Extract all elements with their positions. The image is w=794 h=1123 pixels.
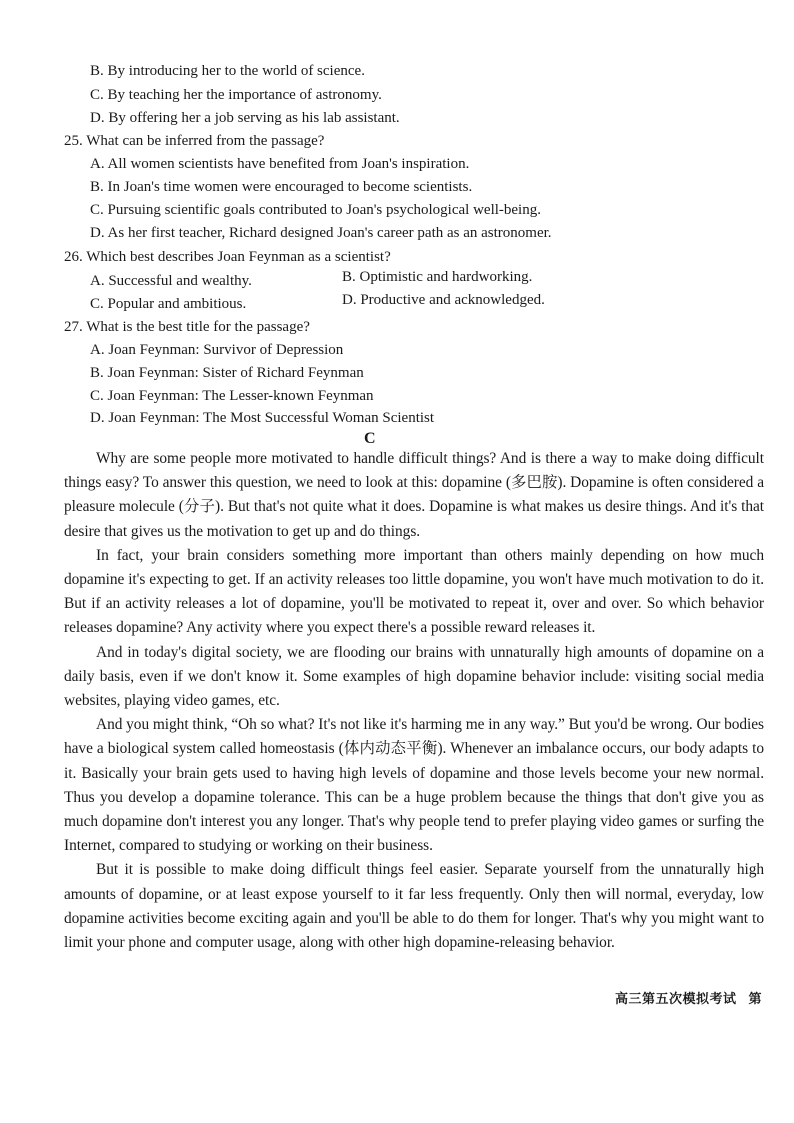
option-27-b — [90, 362, 364, 384]
option-text: Productive and acknowledged. — [360, 292, 545, 308]
question-text: What can be inferred from the passage? — [86, 133, 325, 149]
option-letter: D. — [90, 110, 105, 126]
option-text: Optimistic and hardworking. — [359, 269, 533, 285]
option-letter: C. — [90, 87, 104, 103]
passage-paragraph-4: And you might think, “Oh so what? It's not like it's harming me in any way.” But you'd be wrong. Our bodies have a biological system called homeostasis (体内动态平衡). Whenever an imbalance occurs, our body adapts to it. Basically your brain gets used to having high levels of dopamine and those levels become your new normal. Thus you develop a dopamine tolerance. This can be a huge problem because the things that don't give you as much dopamine don't interest you any longer. That's why people tend to prefer playing video games or surfing the Internet, compared to studying or working on their business. — [64, 716, 764, 855]
option-27-d — [90, 407, 434, 429]
exam-title: 高三第五次模拟考试 — [615, 992, 737, 1007]
option-text: Joan Feynman: Sister of Richard Feynman — [107, 365, 364, 381]
question-27-stem — [64, 316, 310, 338]
option-letter: B. — [90, 63, 104, 79]
option-letter: C. — [90, 202, 104, 218]
passage-paragraph-5: But it is possible to make doing difficult things feel easier. Separate yourself from the unnaturally high amounts of dopamine, or at least expose yourself to it far less frequently. Only then will normal, everyday, low dopamine activities become exciting again and you'll be able to do them for longer. That's why you might want to limit your phone and computer usage, along with other high dopamine-releasing behavior. — [64, 861, 764, 952]
option-26-b — [342, 266, 532, 288]
option-text: By introducing her to the world of science. — [107, 63, 365, 79]
question-text: Which best describes Joan Feynman as a scientist? — [86, 249, 391, 265]
passage-paragraph-2: In fact, your brain considers something more important than others mainly depending on how much dopamine it's expecting to get. If an activity releases too little dopamine, you won't have much motivation to do it. But if an activity releases a lot of dopamine, you'll be motivated to repeat it, over and over. So which behavior releases dopamine? Any activity where you expect there's a possible reward releases it. — [64, 546, 764, 637]
question-number: 27. — [64, 319, 83, 335]
option-letter: C. — [90, 296, 104, 312]
option-27-a — [90, 339, 343, 361]
page-footer — [615, 988, 762, 1007]
option-text: Joan Feynman: Survivor of Depression — [108, 342, 344, 358]
question-text: What is the best title for the passage? — [86, 319, 310, 335]
option-letter: A. — [90, 156, 105, 172]
page-number-prefix: 第 — [748, 992, 763, 1007]
reading-passage — [64, 447, 764, 955]
option-25-b — [90, 176, 472, 198]
option-25-d — [90, 222, 552, 244]
option-letter: C. — [90, 388, 104, 404]
question-number: 26. — [64, 249, 83, 265]
option-24-d — [90, 107, 400, 129]
option-text: By offering her a job serving as his lab assistant. — [108, 110, 400, 126]
option-letter: D. — [90, 410, 105, 426]
option-text: Joan Feynman: The Most Successful Woman Scientist — [108, 410, 435, 426]
option-text: Successful and wealthy. — [108, 273, 252, 289]
option-26-c — [90, 293, 246, 315]
option-27-c — [90, 385, 374, 407]
passage-paragraph-3: And in today's digital society, we are flooding our brains with unnaturally high amounts of dopamine on a daily basis, even if we don't know it. Some examples of high dopamine behavior include: visiting social media websites, playing video games, etc. — [64, 643, 764, 710]
option-26-d — [342, 289, 545, 311]
option-text: As her first teacher, Richard designed Joan's career path as an astronomer. — [107, 225, 552, 241]
option-text: Joan Feynman: The Lesser-known Feynman — [107, 388, 374, 404]
question-number: 25. — [64, 133, 83, 149]
option-25-c — [90, 199, 541, 221]
option-letter: A. — [90, 342, 105, 358]
passage-paragraph-1: Why are some people more motivated to handle difficult things? And is there a way to make doing difficult things easy? To answer this question, we need to look at this: dopamine (多巴胺). Dopamine is often considered a pleasure molecule (分子). But that's not quite what it does. Dopamine is what makes us desire things. And it's that desire that gives us the motivation to get up and do things. — [64, 450, 764, 540]
option-text: All women scientists have benefited from Joan's inspiration. — [107, 156, 470, 172]
option-text: By teaching her the importance of astronomy. — [107, 87, 382, 103]
option-letter: B. — [90, 179, 104, 195]
option-25-a — [90, 153, 469, 175]
option-text: Popular and ambitious. — [107, 296, 247, 312]
option-letter: B. — [90, 365, 104, 381]
option-text: In Joan's time women were encouraged to become scientists. — [107, 179, 473, 195]
option-24-b — [90, 60, 365, 82]
option-letter: B. — [342, 269, 356, 285]
option-text: Pursuing scientific goals contributed to Joan's psychological well-being. — [107, 202, 541, 218]
option-letter: A. — [90, 273, 105, 289]
option-24-c — [90, 84, 382, 106]
option-letter: D. — [90, 225, 105, 241]
option-letter: D. — [342, 292, 357, 308]
question-25-stem — [64, 130, 324, 152]
question-26-stem — [64, 246, 391, 268]
option-26-a — [90, 270, 252, 292]
section-heading: C — [364, 430, 376, 447]
